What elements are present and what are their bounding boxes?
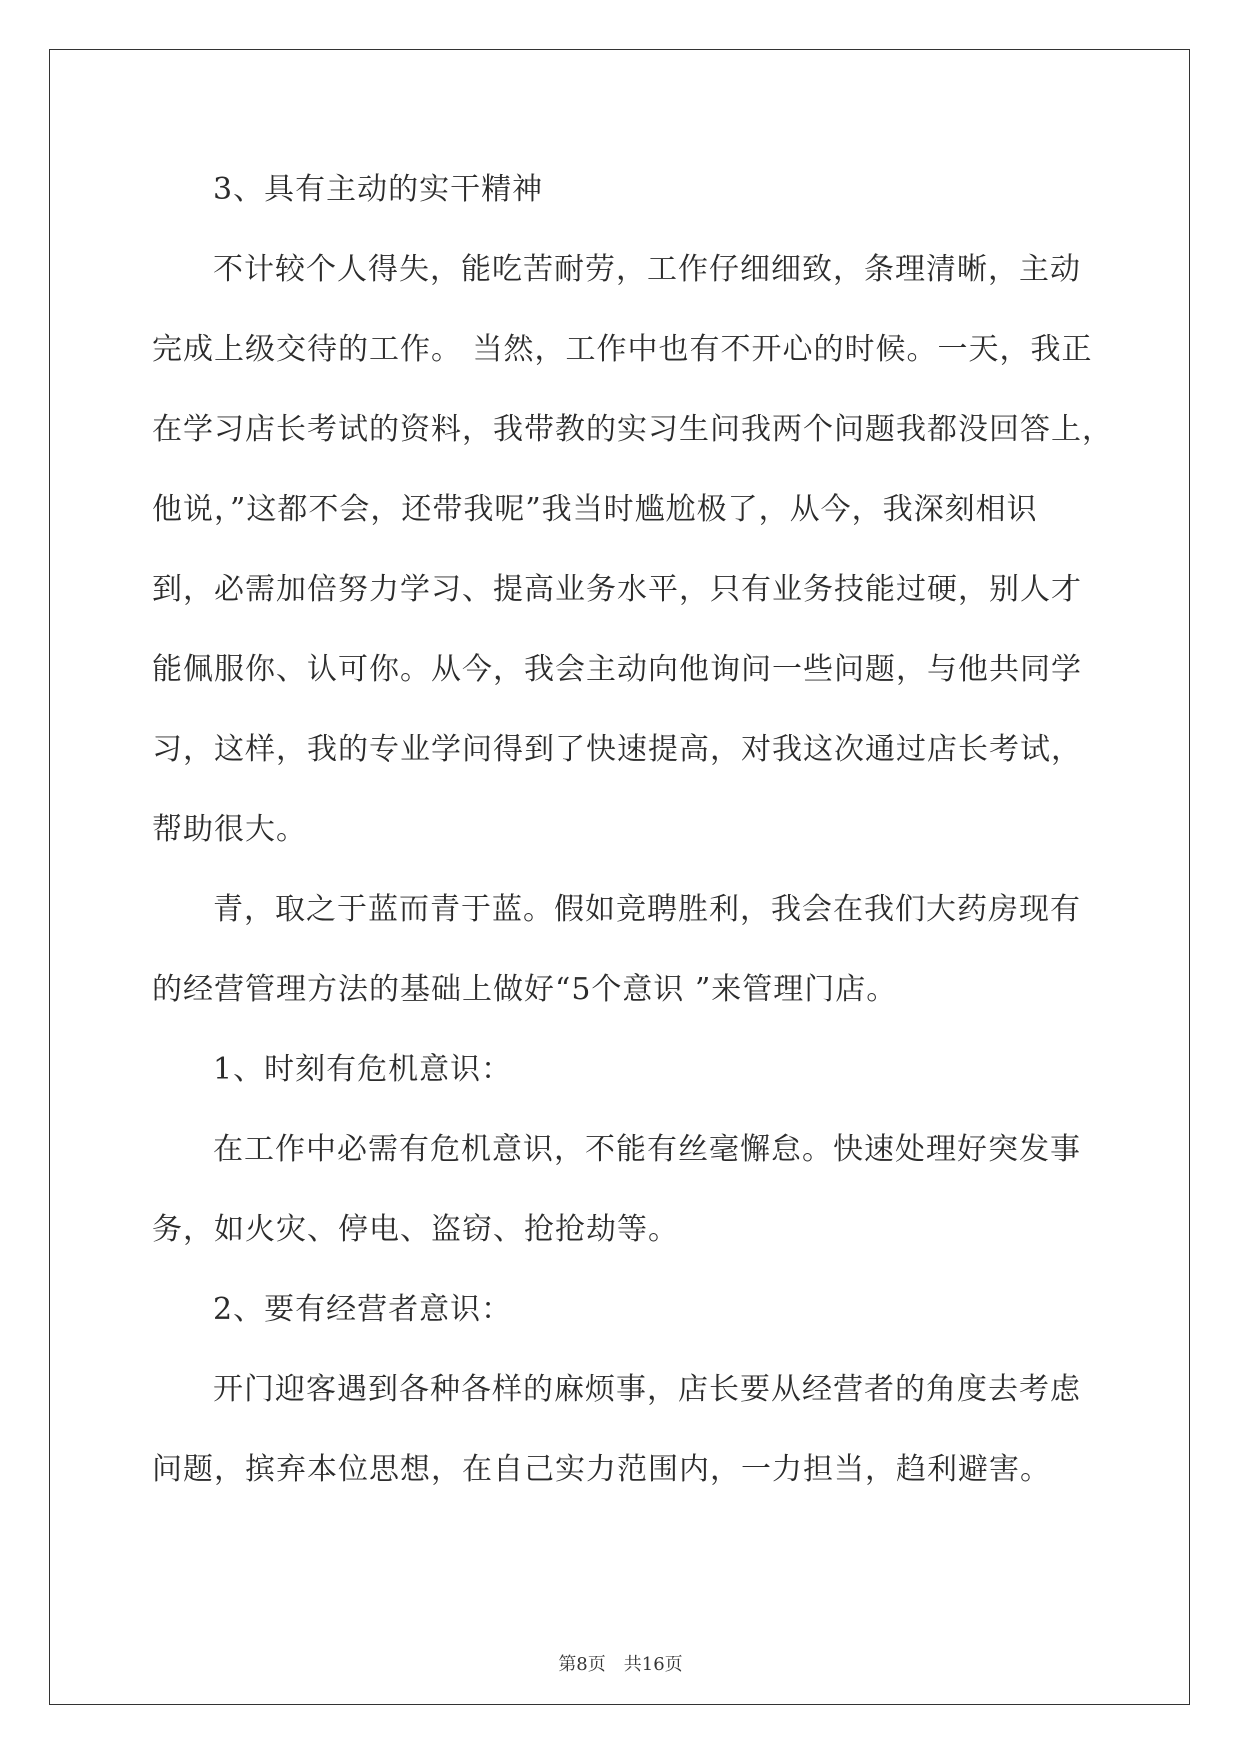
section-heading-1: 1、时刻有危机意识： bbox=[213, 1052, 513, 1087]
paragraph-line: 在学习店长考试的资料，我带教的实习生问我两个问题我都没回答上， bbox=[152, 412, 1113, 447]
section-heading-2: 2、要有经营者意识： bbox=[213, 1292, 513, 1327]
paragraph-line: 能佩服你、认可你。从今，我会主动向他询问一些问题，与他共同学 bbox=[152, 652, 1082, 687]
paragraph-line: 不计较个人得失，能吃苦耐劳，工作仔细细致，条理清晰，主动 bbox=[213, 252, 1081, 287]
paragraph-line: 他说，”这都不会，还带我呢”我当时尴尬极了，从今，我深刻相识 bbox=[152, 492, 1038, 527]
paragraph-line: 到，必需加倍努力学习、提高业务水平，只有业务技能过硬，别人才 bbox=[152, 572, 1082, 607]
paragraph-line: 开门迎客遇到各种各样的麻烦事，店长要从经营者的角度去考虑 bbox=[213, 1372, 1081, 1407]
paragraph-line: 的经营管理方法的基础上做好“5个意识 ”来管理门店。 bbox=[152, 972, 898, 1007]
paragraph-line: 务，如火灾、停电、盗窃、抢抢劫等。 bbox=[152, 1212, 679, 1247]
page-total: 共16页 bbox=[623, 1654, 683, 1675]
paragraph-line: 帮助很大。 bbox=[152, 812, 307, 847]
paragraph-line: 青，取之于蓝而青于蓝。假如竞聘胜利，我会在我们大药房现有 bbox=[213, 892, 1081, 927]
paragraph-line: 习，这样，我的专业学问得到了快速提高，对我这次通过店长考试， bbox=[152, 732, 1082, 767]
paragraph-line: 问题，摈弃本位思想，在自己实力范围内，一力担当，趋利避害。 bbox=[152, 1452, 1051, 1487]
section-heading-3: 3、具有主动的实干精神 bbox=[213, 172, 544, 207]
paragraph-line: 完成上级交待的工作。 当然，工作中也有不开心的时候。一天，我正 bbox=[152, 332, 1093, 367]
paragraph-line: 在工作中必需有危机意识，不能有丝毫懈怠。快速处理好突发事 bbox=[213, 1132, 1081, 1167]
page-number: 第8页 bbox=[558, 1654, 606, 1675]
page-footer bbox=[0, 1653, 1241, 1677]
